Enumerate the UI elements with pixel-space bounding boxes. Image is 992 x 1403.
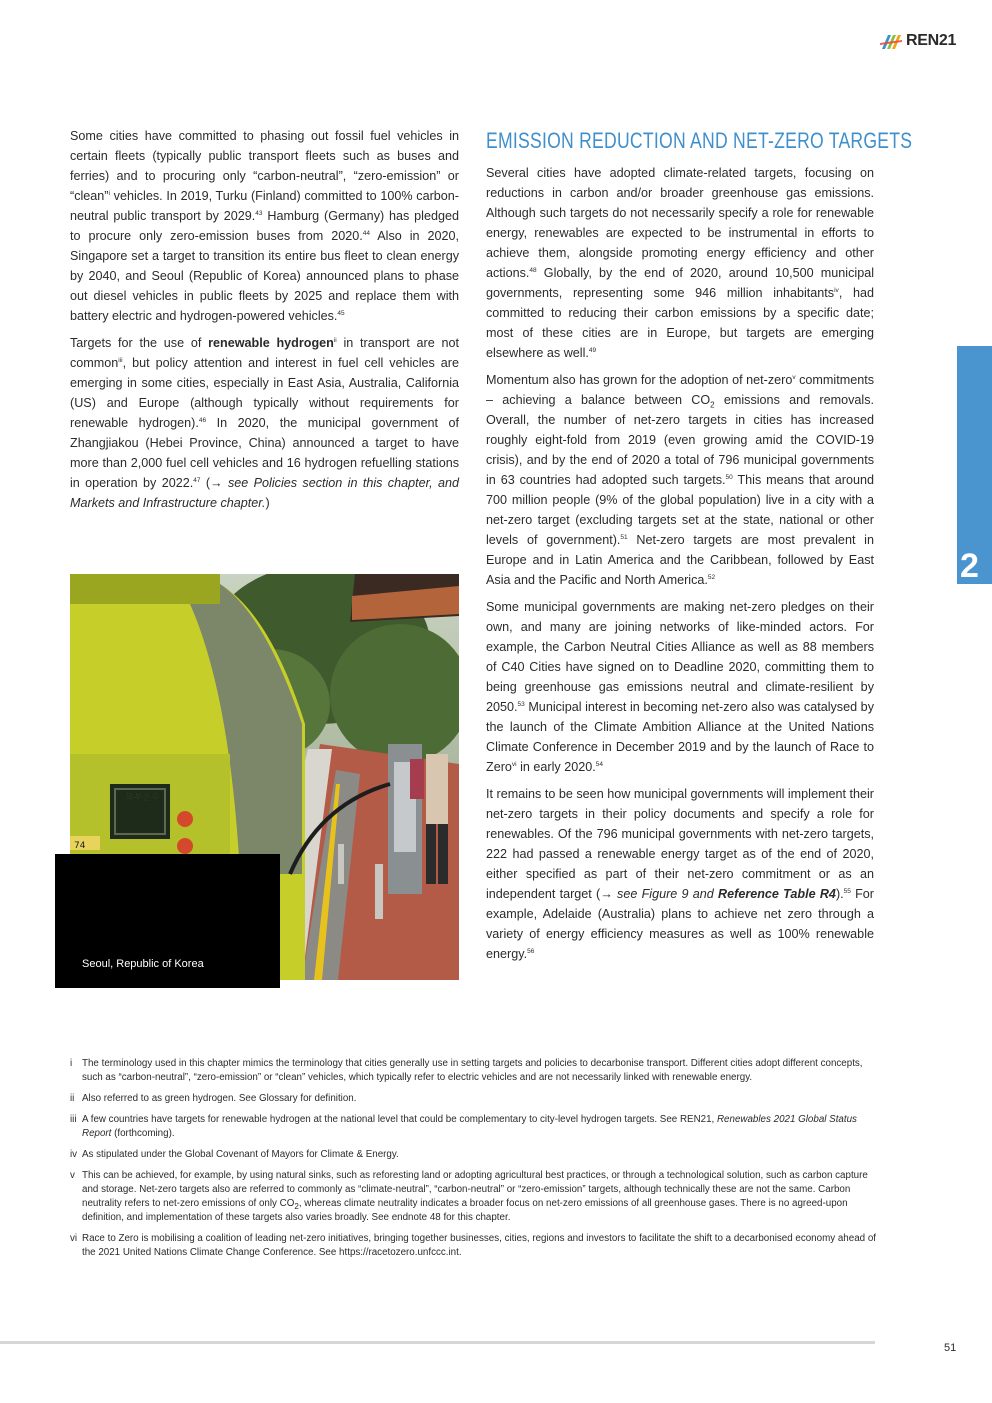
paragraph: Several cities have adopted climate-related targets, focusing on reductions in carbon and/or broader greenhouse gas emissions. Although such targets do not necessarily specify a role for renewable energy, renewables are expected to be instrumental in efforts to achieve them, alongside promoting energy efficiency and other actions.$^{48}$ Globally, by the end of 2020, around 10,500 municipal governments, representing some 946 million inhabitants$^{iv}$, had committed to reducing their carbon emissions by a specific date; most of these cities are in Europe, but targets are emerging elsewhere as well.$^{49}$ (486, 166, 874, 360)
footnote: iii A few countries have targets for renewable hydrogen at the national level that could be complementary to city-level hydrogen targets. See REN21, Renewables 2021 Global Status Report (forthcoming). (70, 1114, 857, 1139)
footnote: ii Also referred to as green hydrogen. See Glossary for definition. (70, 1093, 357, 1104)
figure-reference-link[interactable]: see Figure 9 and (612, 887, 719, 901)
photo-caption: Seoul, Republic of Korea (82, 958, 204, 970)
bus-sign: 북부운수 (125, 793, 160, 803)
paragraph: It remains to be seen how municipal governments will implement their net-zero targets in their policy documents and specify a role for renewables. Of the 796 municipal governments with net-zero targets, 222 had passed a renewable energy target as of the end of 2020, either specified as part of their net-zero commitment or as an independent target (→ see Figure 9 and Reference Table R4).$^{55}$ For example, Adelaide (Australia) plans to achieve net zero through a variety of energy efficiency measures as well as 100% renewable energy.$^{56}$ (486, 787, 875, 961)
chapter-tab (957, 346, 992, 584)
reference-table-link[interactable]: Reference Table R4 (718, 887, 836, 901)
paragraph: Some cities have committed to phasing out fossil fuel vehicles in certain fleets (typically public transport fleets such as buses and ferries) and to procuring only “carbon-neutral”, “zero-emission” or “clean”$^i$ vehicles. In 2019, Turku (Finland) committed to 100% carbon-neutral public transport by 2029.43 Hamburg (Germany) has pledged to procure only zero-emission buses from 2020.44 Also in 2020, Singapore set a target to transition its entire bus fleet to clean energy by 2040, and Seoul (Republic of Korea) announced plans to phase out diesel vehicles in public fleets by 2025 and replace them with battery electric and hydrogen-powered vehicles.$^{45}$ (70, 129, 459, 323)
page-number: 51 (944, 1342, 957, 1354)
cross-reference-link[interactable]: see Policies section in this chapter, and Markets and Infrastructure chapter. (70, 476, 459, 510)
ren21-logo (880, 30, 962, 52)
arrow-right-icon: → (600, 887, 613, 901)
paragraph: Momentum also has grown for the adoption of net-zero$^v$ commitments – achieving a balance between $CO_2$ emissions and removals. Overall, the number of net-zero targets in cities has increased roughly eight-fold from 2019 (even growing amid the COVID-19 crisis), and by the end of 2020 a total of 796 municipal governments in 63 countries had adopted such targets.$^{50}$ This means that around 700 million people (9% of the global population) live in a city with a net-zero target (excluding targets set at the state, national or other levels of government).$^{51}$ Net-zero targets are most prevalent in Europe and in Latin America and the Caribbean, followed by East Asia and the Pacific and North America.$^{52}$ (486, 373, 875, 587)
footer-divider (0, 1341, 875, 1344)
right-column (486, 163, 874, 971)
ren21-stripes-icon (880, 31, 904, 51)
bus-plate: 74 (74, 841, 86, 851)
footnotes (70, 1057, 876, 1267)
paragraph: Targets for the use of renewable hydrogen$^{ii}$ in transport are not common$^{iii}$, but policy attention and interest in fuel cell vehicles are emerging in some cities, especially in East Asia, Australia, California (US) and Europe (although typically without requirements for renewable hydrogen).$^{46}$ In 2020, the municipal government of Zhangjiakou (Hebei Province, China) announced a target to have more than 2,000 fuel cell vehicles and 16 hydrogen refuelling stations in operation by 2022.47 (→ see Policies section in this chapter, and Markets and Infrastructure chapter.) (70, 336, 459, 510)
footnote: iv As stipulated under the Global Covenant of Mayors for Climate & Energy. (70, 1149, 399, 1160)
chapter-number: 2 (960, 547, 979, 585)
left-column (70, 126, 459, 520)
footnote: i The terminology used in this chapter mimics the terminology that cities generally use in setting targets and policies to decarbonise transport. Different cities adopt different concepts, such as “carbon-neutral”, “zero-emission” or “clean” vehicles, which typically refer to electric vehicles and are not necessarily linked with renewable energy. (70, 1058, 863, 1083)
photo-caption-box (55, 854, 280, 988)
brand-name: REN21 (906, 32, 957, 49)
footnote: v This can be achieved, for example, by using natural sinks, such as reforesting land or adopting agricultural best practices, or through a technological solution, such as carbon capture and storage. Net-zero targets also are referred to commonly as “climate-neutral”, “carbon-neutral” or “zero-emission” targets, although technically these are not the same. Carbon neutrality refers to net-zero emissions of only $CO_2$, whereas climate neutrality indicates a broader focus on net-zero emissions of all greenhouse gases. There is no agreed-upon definition, and implementation of these targets also varies broadly. See endnote 48 for this chapter. (70, 1170, 868, 1223)
paragraph: Some municipal governments are making net-zero pledges on their own, and many are joining networks of like-minded actors. For example, the Carbon Neutral Cities Alliance as well as 88 members of C40 Cities have signed on to Deadline 2020, committing them to being greenhouse gas emissions neutral and climate-resilient by 2050.53 Municipal interest in becoming net-zero also was catalysed by the launch of the Climate Ambition Alliance at the United Nations Climate Conference in December 2019 and by the launch of Race to Zero$^{vi}$ in early 2020.54 (486, 600, 874, 774)
section-heading: EMISSION REDUCTION AND NET-ZERO TARGETS (486, 128, 913, 153)
arrow-right-icon: → (210, 476, 223, 490)
footnote: vi Race to Zero is mobilising a coalition of leading net-zero initiatives, bringing together businesses, cities, regions and investors to facilitate the shift to a decarbonised economy ahead of the 2021 United Nations Climate Change Conference. See https://racetozero.unfccc.int. (70, 1233, 876, 1258)
